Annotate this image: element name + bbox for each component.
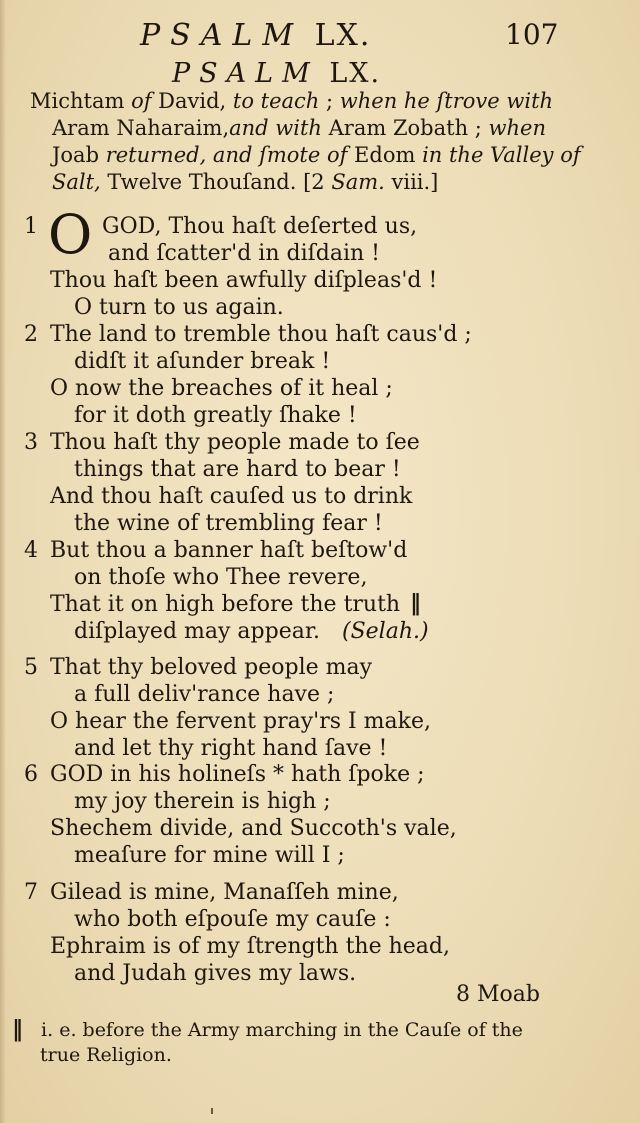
superscription-italic-run: in the Valley of xyxy=(422,143,581,167)
psalm-title-number: LX. xyxy=(329,58,382,89)
superscription-run: David, xyxy=(158,89,233,113)
superscription-run: Michtam xyxy=(30,89,132,113)
verse-line: The land to tremble thou haſt caus'd ; xyxy=(50,322,472,347)
verse-line: for it doth greatly ſhake ! xyxy=(74,403,357,428)
verse-line: and Judah gives my laws. xyxy=(74,961,357,986)
superscription-italic-run: returned, and ſmote of xyxy=(105,143,355,167)
verse-number: 5 xyxy=(24,655,38,680)
running-head xyxy=(140,18,371,53)
running-head-number: LX. xyxy=(314,18,372,53)
superscription-run: ; xyxy=(319,89,340,113)
verse-line: the wine of trembling fear ! xyxy=(74,511,383,536)
selah-note: (Selah.) xyxy=(342,619,429,644)
psalm-title xyxy=(172,58,381,89)
superscription-line xyxy=(52,169,640,196)
verse-line: my joy therein is high ; xyxy=(74,789,331,814)
footnote-reference-marker: ‖ xyxy=(410,590,421,616)
psalm-title-word: PSALM xyxy=(172,58,319,89)
verse-line: who both eſpouſe my cauſe : xyxy=(74,907,391,932)
verse-line: and ſcatter'd in diſdain ! xyxy=(108,241,380,266)
footnote-line-1: i. e. before the Army marching in the Cauſe of the xyxy=(41,1019,523,1041)
superscription-italic-run: and with xyxy=(229,116,329,140)
superscription-line xyxy=(52,142,640,169)
verse-line: Gilead is mine, Manaſſeh mine, xyxy=(50,880,399,905)
superscription-run: Edom xyxy=(354,143,423,167)
superscription-run: Aram Naharaim, xyxy=(52,116,230,140)
verse-line: things that are hard to bear ! xyxy=(74,457,401,482)
verse-line: Ephraim is of my ſtrength the head, xyxy=(50,934,450,959)
superscription-line xyxy=(52,115,640,142)
verse-line: didſt it aſunder break ! xyxy=(74,349,331,374)
verse-number: 7 xyxy=(24,880,38,905)
superscription-run: Twelve Thouſand. [2 xyxy=(107,170,332,194)
verse-line: GOD in his holineſs * hath ſpoke ; xyxy=(50,762,425,787)
footnote xyxy=(12,1017,523,1042)
verse-line: Thou haſt been awfully diſpleas'd ! xyxy=(50,268,438,293)
page-edge-shadow xyxy=(0,0,6,1123)
verse-line: That thy beloved people may xyxy=(50,655,373,680)
drop-cap: O xyxy=(48,203,93,266)
verse-line: O turn to us again. xyxy=(74,295,284,320)
verse-number: 4 xyxy=(24,538,38,563)
verse-line: meaſure for mine will I ; xyxy=(74,843,345,868)
running-head-word: PSALM xyxy=(140,18,304,53)
catchword: 8 Moab xyxy=(456,982,540,1007)
verse-line: That it on high before the truth xyxy=(50,592,401,617)
superscription-italic-run: Sam. xyxy=(331,170,392,194)
page-number: 107 xyxy=(505,18,559,51)
verse-line: And thou haſt cauſed us to drink xyxy=(50,484,413,509)
verse-line: a full deliv'rance have ; xyxy=(74,682,335,707)
superscription-italic-run: Salt, xyxy=(52,170,108,194)
verse-line: on thoſe who Thee revere, xyxy=(74,565,368,590)
superscription-italic-run: to teach xyxy=(232,89,320,113)
verse-line: Shechem divide, and Succoth's vale, xyxy=(50,816,457,841)
footnote-marker: ‖ xyxy=(12,1016,23,1042)
superscription-run: viii.] xyxy=(391,170,439,194)
footnote-line-2: true Religion. xyxy=(40,1044,172,1066)
verse-number: 1 xyxy=(24,214,38,239)
verse-line: O now the breaches of it heal ; xyxy=(50,376,393,401)
verse-number: 2 xyxy=(24,322,38,347)
superscription-run: Aram Zobath ; xyxy=(328,116,489,140)
superscription-italic-run: when xyxy=(488,116,546,140)
verse-line: diſplayed may appear. xyxy=(74,619,320,644)
superscription-italic-run: when he ſtrove with xyxy=(339,89,554,113)
superscription-italic-run: of xyxy=(131,89,159,113)
superscription-run: Joab xyxy=(52,143,106,167)
verse-line: and let thy right hand ſave ! xyxy=(74,736,388,761)
verse-line: O hear the fervent pray'rs I make, xyxy=(50,709,431,734)
verse-line: GOD, Thou haſt deſerted us, xyxy=(102,214,418,239)
verse-number: 3 xyxy=(24,430,38,455)
verse-line: Thou haſt thy people made to ſee xyxy=(50,430,420,455)
superscription-line xyxy=(30,88,630,115)
printer-mark xyxy=(211,1108,213,1114)
verse-line: But thou a banner haſt beſtow'd xyxy=(50,538,408,563)
verse-number: 6 xyxy=(24,762,38,787)
